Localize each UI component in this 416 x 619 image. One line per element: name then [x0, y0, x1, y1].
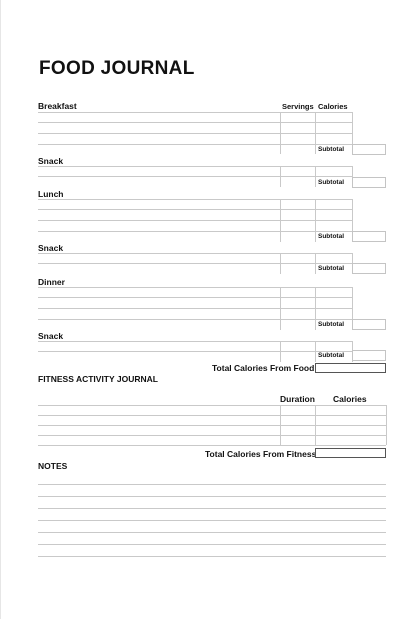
notes-line[interactable] [38, 556, 386, 557]
duration-header: Duration [280, 394, 315, 404]
calories-header: Calories [318, 102, 348, 111]
total-food-label: Total Calories From Food [212, 363, 315, 373]
column-divider [280, 199, 281, 242]
entry-line[interactable] [38, 351, 353, 352]
column-divider [315, 166, 316, 187]
notes-line[interactable] [38, 520, 386, 521]
entry-line[interactable] [38, 231, 353, 232]
entry-line[interactable] [38, 176, 353, 177]
meal-label-snack-3: Snack [38, 331, 64, 341]
column-divider [280, 253, 281, 274]
column-divider [315, 253, 316, 274]
entry-line[interactable] [38, 199, 353, 200]
entry-line[interactable] [38, 144, 353, 145]
column-divider [315, 287, 316, 330]
meal-label-snack-2: Snack [38, 243, 64, 253]
entry-line[interactable] [38, 287, 353, 288]
subtotal-box[interactable] [352, 144, 386, 155]
column-divider [386, 405, 387, 445]
total-food-box[interactable] [315, 363, 386, 373]
entry-line[interactable] [38, 133, 353, 134]
activity-line[interactable] [38, 405, 386, 406]
fitness-title: FITNESS ACTIVITY JOURNAL [38, 374, 158, 384]
subtotal-box[interactable] [352, 263, 386, 274]
column-divider [280, 405, 281, 445]
entry-line[interactable] [38, 209, 353, 210]
subtotal-box[interactable] [352, 319, 386, 330]
servings-header: Servings [282, 102, 314, 111]
column-divider [315, 199, 316, 242]
entry-line[interactable] [38, 308, 353, 309]
subtotal-label: Subtotal [318, 179, 344, 186]
meal-label-dinner: Dinner [38, 277, 65, 287]
fitness-calories-header: Calories [333, 394, 367, 404]
page-edge [0, 0, 1, 619]
entry-line[interactable] [38, 319, 353, 320]
activity-line[interactable] [38, 415, 386, 416]
total-fitness-box[interactable] [315, 448, 386, 458]
subtotal-label: Subtotal [318, 265, 344, 272]
entry-line[interactable] [38, 220, 353, 221]
entry-line[interactable] [38, 166, 353, 167]
notes-line[interactable] [38, 496, 386, 497]
subtotal-box[interactable] [352, 350, 386, 361]
meal-label-snack-1: Snack [38, 156, 64, 166]
subtotal-label: Subtotal [318, 352, 344, 359]
entry-line[interactable] [38, 341, 353, 342]
notes-line[interactable] [38, 532, 386, 533]
meal-label-lunch: Lunch [38, 189, 64, 199]
entry-line[interactable] [38, 122, 353, 123]
column-divider [280, 166, 281, 187]
activity-line[interactable] [38, 445, 386, 446]
activity-line[interactable] [38, 435, 386, 436]
subtotal-box[interactable] [352, 177, 386, 188]
column-divider [315, 341, 316, 362]
entry-line[interactable] [38, 263, 353, 264]
column-divider [280, 341, 281, 362]
entry-line[interactable] [38, 112, 353, 113]
total-fitness-label: Total Calories From Fitness [205, 449, 317, 459]
column-divider [280, 287, 281, 330]
activity-line[interactable] [38, 425, 386, 426]
column-divider [280, 112, 281, 154]
column-divider [315, 405, 316, 445]
entry-line[interactable] [38, 297, 353, 298]
subtotal-box[interactable] [352, 231, 386, 242]
notes-line[interactable] [38, 508, 386, 509]
notes-line[interactable] [38, 544, 386, 545]
notes-line[interactable] [38, 484, 386, 485]
meal-label-breakfast: Breakfast [38, 101, 77, 111]
subtotal-label: Subtotal [318, 321, 344, 328]
notes-label: NOTES [38, 461, 68, 471]
entry-line[interactable] [38, 253, 353, 254]
subtotal-label: Subtotal [318, 233, 344, 240]
page-title: FOOD JOURNAL [39, 58, 195, 79]
subtotal-label: Subtotal [318, 146, 344, 153]
column-divider [315, 112, 316, 154]
